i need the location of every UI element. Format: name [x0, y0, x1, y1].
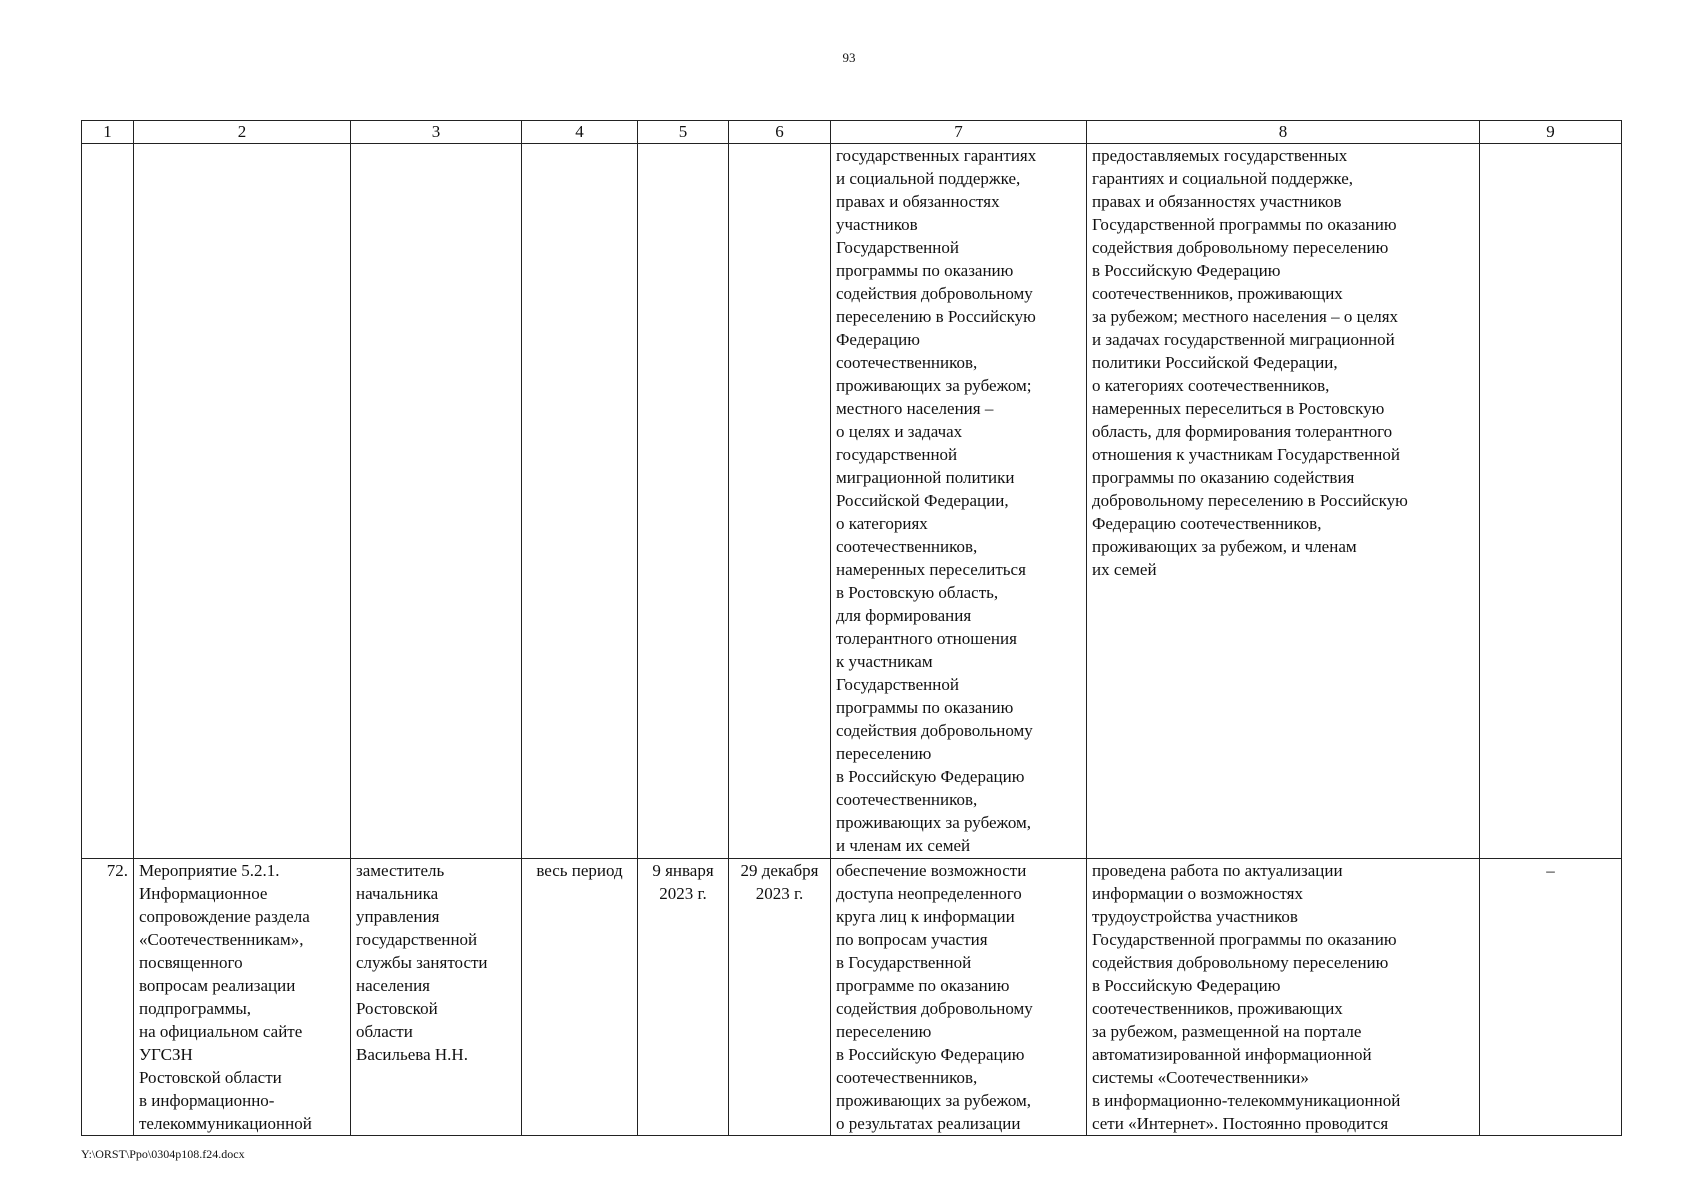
cell-text: 29 декабря 2023 г.	[740, 861, 819, 903]
cell-text: проведена работа по актуализации информации о возможностях трудоустройства участников Государственной программы по оказанию содействия добровольному переселению в Российскую Федерацию соотечественников, проживающих за рубежом, размещенной на портале автоматизированной информационной системы «Соотечественники» в информационно-телекоммуникационной сети «Интернет». Постоянно проводится	[1092, 861, 1401, 1133]
cell-end-date	[729, 859, 831, 1136]
page-number: 93	[842, 50, 856, 65]
cell-empty	[134, 144, 351, 859]
column-header-4: 4	[522, 121, 638, 144]
column-header-8: 8	[1087, 121, 1480, 144]
cell-text: обеспечение возможности доступа неопределенного круга лиц к информации по вопросам участия в Государственной программе по оказанию содействия добровольному переселению в Российскую Федерацию соотечественников, проживающих за рубежом, о результатах реализации	[836, 861, 1033, 1133]
cell-empty	[82, 144, 134, 859]
cell-start-date	[638, 859, 729, 1136]
column-header-3: 3	[351, 121, 522, 144]
cell-text: государственных гарантиях и социальной поддержке, правах и обязанностях участников Государственной программы по оказанию содействия добровольному переселению в Российскую Федерацию соотечественников, проживающих за рубежом; местного населения – о целях и задачах государственной миграционной политики Российской Федерации, о категориях соотечественников, намеренных переселиться в Ростовскую область, для формирования толерантного отношения к участникам Государственной программы по оказанию содействия добровольному переселению в Российскую Федерацию соотечественников, проживающих за рубежом, и членам их семей	[836, 146, 1037, 855]
table-row-72	[82, 859, 1622, 1136]
cell-expected-result	[831, 144, 1087, 859]
column-header-5: 5	[638, 121, 729, 144]
cell-text: 9 января 2023 г.	[652, 861, 714, 903]
document-table	[81, 120, 1622, 1136]
cell-text: весь период	[536, 861, 623, 880]
cell-text: заместитель начальника управления государственной службы занятости населения Ростовской области Васильева Н.Н.	[356, 861, 488, 1064]
cell-period	[522, 859, 638, 1136]
cell-empty	[638, 144, 729, 859]
column-header-6: 6	[729, 121, 831, 144]
footer-file-path: Y:\ORST\Ppo\0304p108.f24.docx	[81, 1147, 245, 1161]
column-header-1: 1	[82, 121, 134, 144]
cell-text: 72.	[106, 861, 128, 880]
cell-notes	[1480, 859, 1622, 1136]
column-header-9: 9	[1480, 121, 1622, 144]
cell-text: предоставляемых государственных гарантиях и социальной поддержке, правах и обязанностях участников Государственной программы по оказанию содействия добровольному переселению в Российскую Федерацию соотечественников, проживающих за рубежом; местного населения – о целях и задачах государственной миграционной политики Российской Федерации, о категориях соотечественников, намеренных переселиться в Ростовскую область, для формирования толерантного отношения к участникам Государственной программы по оказанию содействия добровольному переселению в Российскую Федерацию соотечественников, проживающих за рубежом, и членам их семей	[1092, 146, 1408, 579]
cell-empty	[729, 144, 831, 859]
cell-activity-name	[134, 859, 351, 1136]
cell-responsible	[351, 859, 522, 1136]
cell-actual-result	[1087, 859, 1480, 1136]
column-header-2: 2	[134, 121, 351, 144]
cell-actual-result	[1087, 144, 1480, 859]
cell-empty	[522, 144, 638, 859]
column-header-7: 7	[831, 121, 1087, 144]
cell-text: Мероприятие 5.2.1. Информационное сопровождение раздела «Соотечественникам», посвященного вопросам реализации подпрограммы, на официальном сайте УГСЗН Ростовской области в информационно- телекоммуникационной	[139, 861, 312, 1133]
cell-expected-result	[831, 859, 1087, 1136]
cell-empty	[1480, 144, 1622, 859]
cell-text: –	[1546, 861, 1555, 880]
cell-empty	[351, 144, 522, 859]
table-header-row	[82, 121, 1622, 144]
table-row-continuation	[82, 144, 1622, 859]
cell-row-number	[82, 859, 134, 1136]
